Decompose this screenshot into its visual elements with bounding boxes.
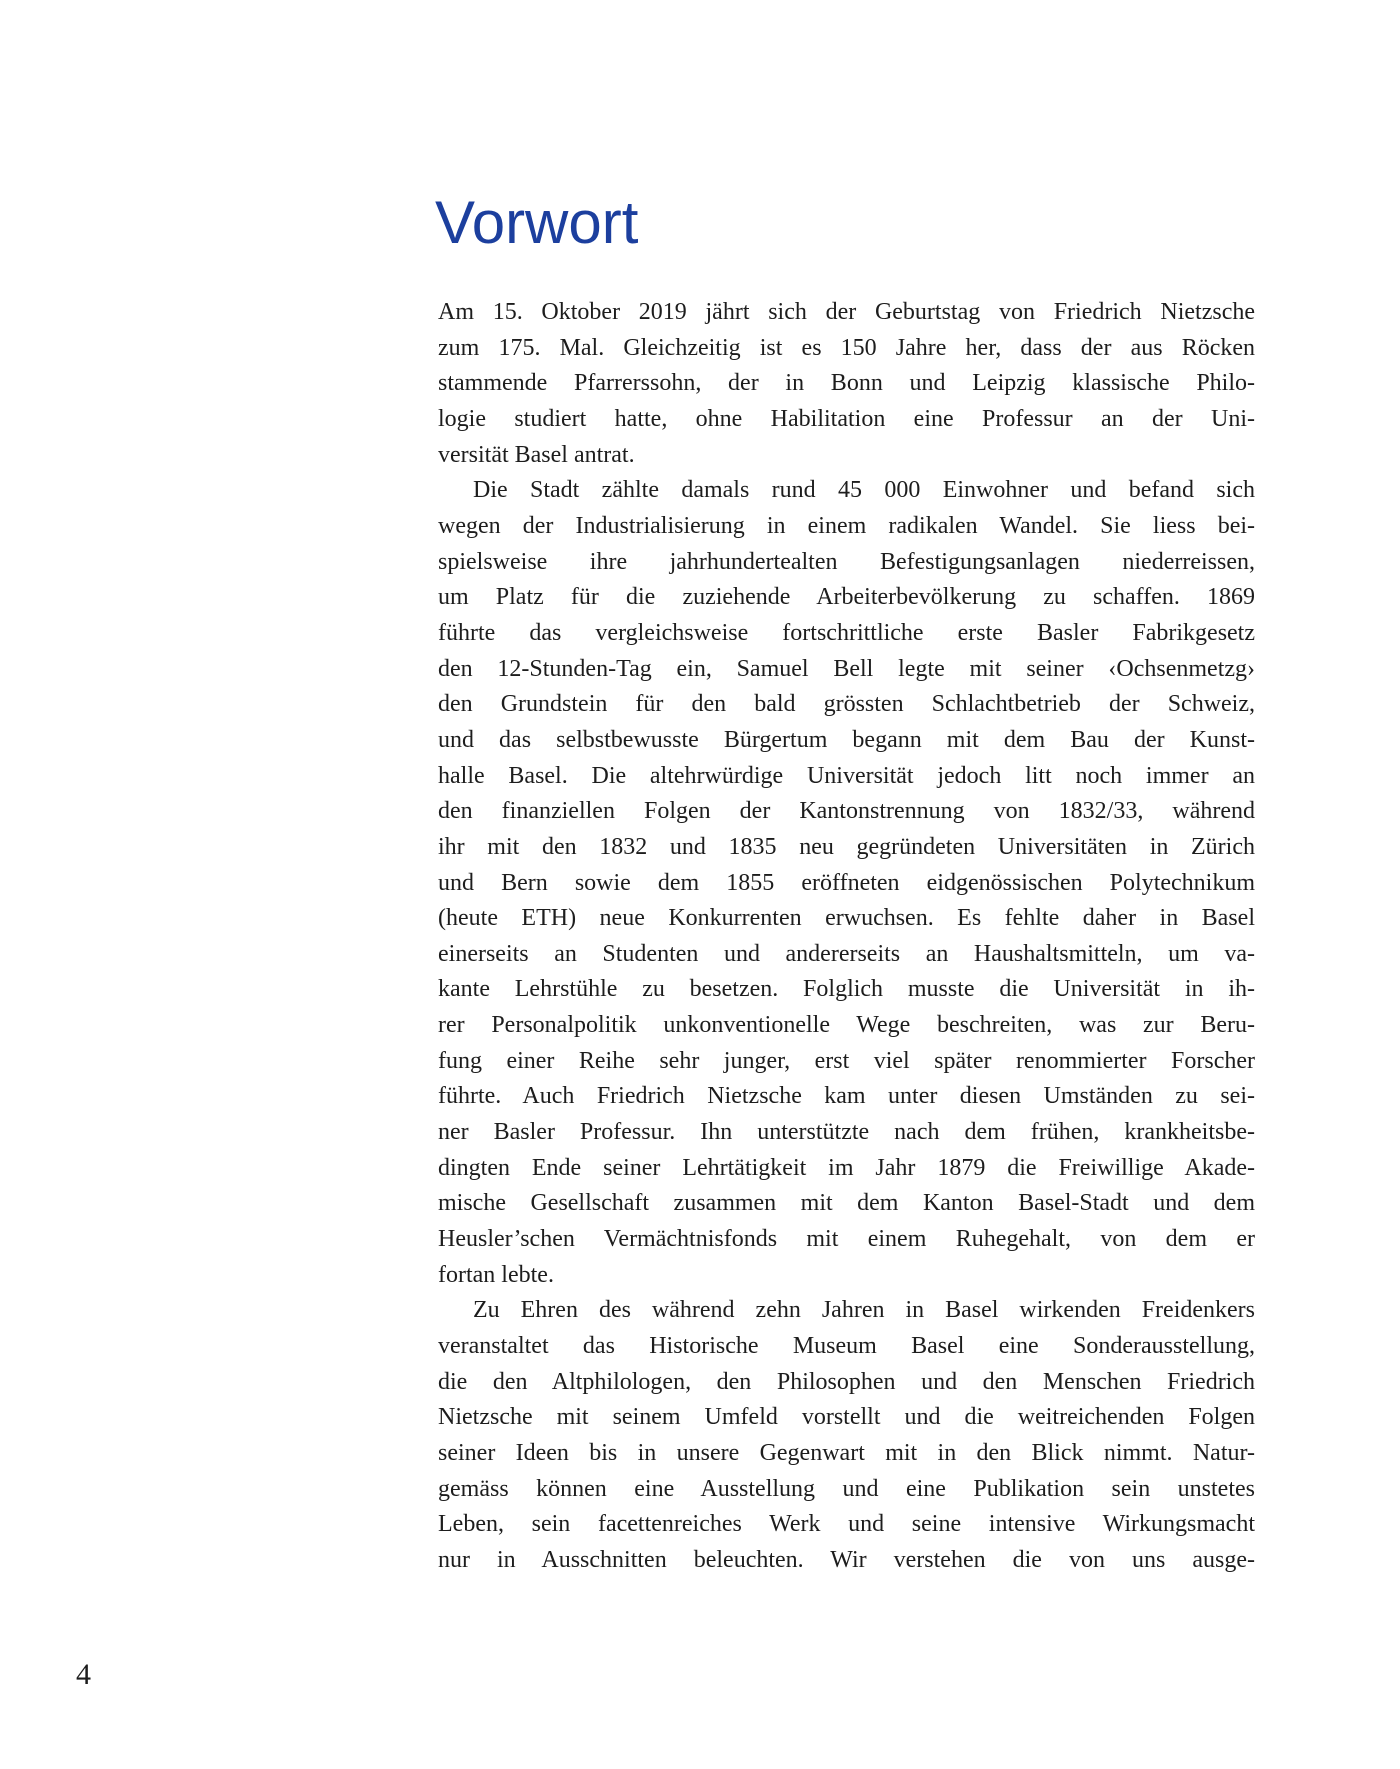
text-line: nur in Ausschnitten beleuchten. Wir verstehen die von uns ausge- [438,1546,1255,1573]
text-line: führte das vergleichsweise fortschrittliche erste Basler Fabrikgesetz [438,619,1255,646]
text-line: dingten Ende seiner Lehrtätigkeit im Jahr 1879 die Freiwillige Akade- [438,1154,1255,1181]
text-line: und Bern sowie dem 1855 eröffneten eidgenössischen Polytechnikum [438,869,1255,896]
text-line: einerseits an Studenten und andererseits an Haushaltsmitteln, um va- [438,940,1255,967]
text-line: ner Basler Professur. Ihn unterstützte nach dem frühen, krankheitsbe- [438,1119,1255,1146]
text-line: veranstaltet das Historische Museum Basel eine Sonderausstellung, [438,1333,1255,1360]
text-line: mische Gesellschaft zusammen mit dem Kanton Basel-Stadt und dem [438,1190,1255,1217]
text-line: seiner Ideen bis in unsere Gegenwart mit in den Blick nimmt. Natur- [438,1440,1255,1466]
text-line: halle Basel. Die altehrwürdige Universität jedoch litt noch immer an [438,762,1255,789]
text-line: Am 15. Oktober 2019 jährt sich der Geburtstag von Friedrich Nietzsche [438,299,1255,325]
paragraph [438,1293,1255,1578]
text-line: zum 175. Mal. Gleichzeitig ist es 150 Jahre her, dass der aus Röcken [438,334,1255,361]
text-line: logie studiert hatte, ohne Habilitation eine Professur an der Uni- [438,405,1255,432]
text-line: Heusler’schen Vermächtnisfonds mit einem Ruhegehalt, von dem er [438,1226,1255,1253]
text-line: Die Stadt zählte damals rund 45 000 Einwohner und befand sich [473,477,1255,504]
paragraph [438,295,1255,473]
text-line: den finanziellen Folgen der Kantonstrennung von 1832/33, während [438,798,1255,825]
text-line: fung einer Reihe sehr junger, erst viel später renommierter Forscher [438,1047,1255,1074]
text-line: wegen der Industrialisierung in einem radikalen Wandel. Sie liess bei- [438,512,1255,539]
text-line: Leben, sein facettenreiches Werk und seine intensive Wirkungsmacht [438,1511,1255,1538]
text-line: spielsweise ihre jahrhundertealten Befestigungsanlagen niederreissen, [438,548,1255,575]
text-line: den 12-Stunden-Tag ein, Samuel Bell legte mit seiner ‹Ochsenmetzg› [438,655,1255,682]
text-line: versität Basel antrat. [438,441,635,468]
paragraph [438,473,1255,1293]
page-title: Vorwort [435,189,639,256]
text-line: fortan lebte. [438,1261,554,1288]
text-line: den Grundstein für den bald grössten Schlachtbetrieb der Schweiz, [438,691,1255,718]
text-line: gemäss können eine Ausstellung und eine Publikation sein unstetes [438,1475,1255,1502]
text-line: stammende Pfarrerssohn, der in Bonn und Leipzig klassische Philo- [438,370,1255,397]
text-line: die den Altphilologen, den Philosophen und den Menschen Friedrich [438,1368,1255,1395]
text-line: kante Lehrstühle zu besetzen. Folglich musste die Universität in ih- [438,976,1255,1003]
text-line: rer Personalpolitik unkonventionelle Wege beschreiten, was zur Beru- [438,1012,1255,1039]
page-number: 4 [76,1658,91,1691]
text-line: Zu Ehren des während zehn Jahren in Basel wirkenden Freidenkers [473,1297,1255,1324]
text-line: und das selbstbewusste Bürgertum begann mit dem Bau der Kunst- [438,726,1255,753]
text-line: Nietzsche mit seinem Umfeld vorstellt und die weitreichenden Folgen [438,1404,1255,1431]
text-line: (heute ETH) neue Konkurrenten erwuchsen. Es fehlte daher in Basel [438,905,1255,932]
body-text [438,295,1255,1579]
text-line: führte. Auch Friedrich Nietzsche kam unter diesen Umständen zu sei- [438,1083,1255,1110]
text-line: um Platz für die zuziehende Arbeiterbevölkerung zu schaffen. 1869 [438,584,1255,611]
text-line: ihr mit den 1832 und 1835 neu gegründeten Universitäten in Zürich [438,833,1255,860]
